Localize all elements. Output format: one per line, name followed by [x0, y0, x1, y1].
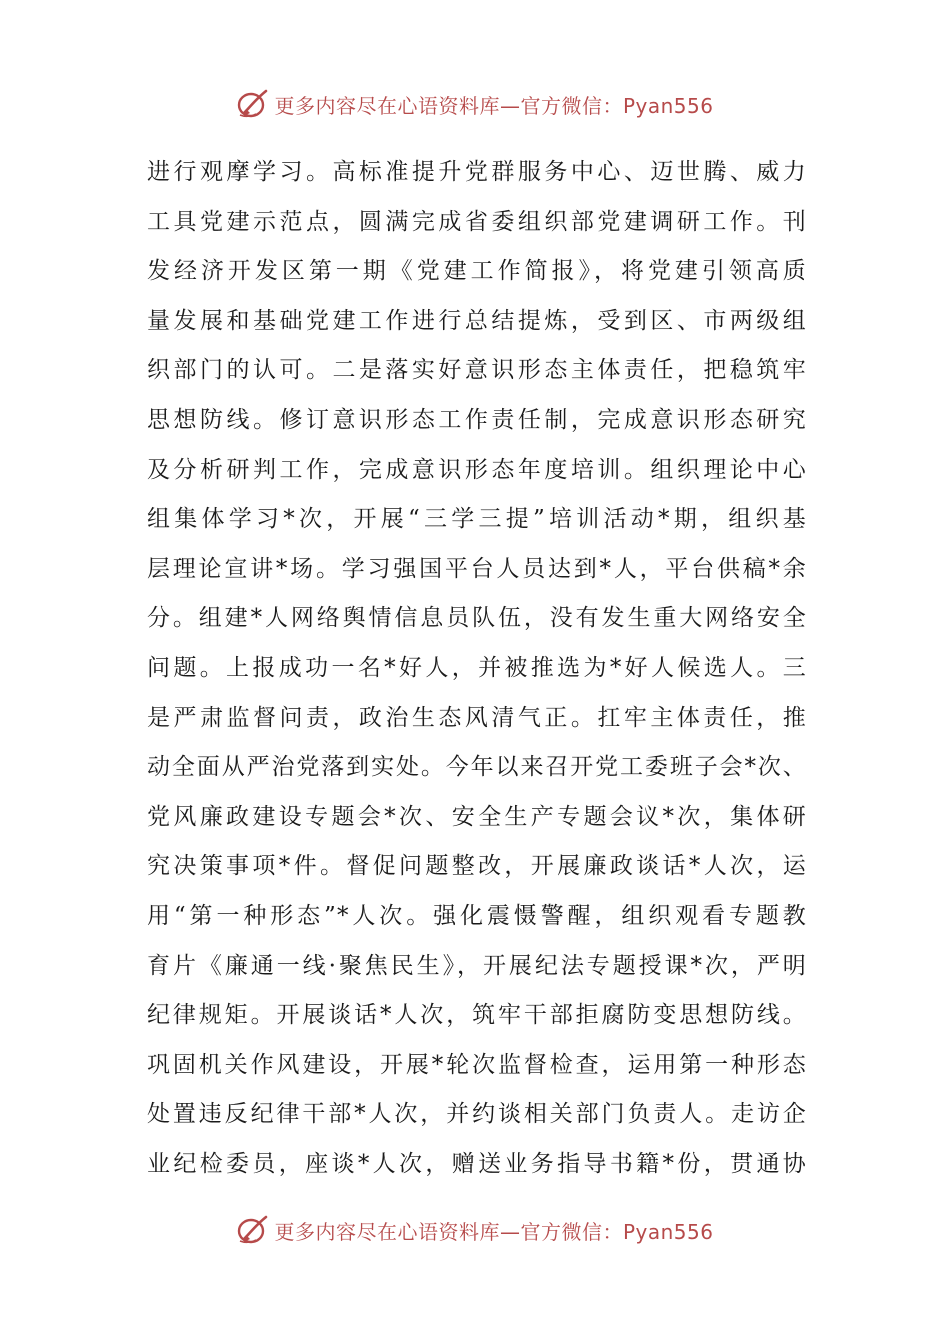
- body-text-line: 工具党建示范点，圆满完成省委组织部党建调研工作。刊: [147, 208, 807, 235]
- body-text-line: 用“第一种形态”*人次。强化震慑警醒，组织观看专题教: [147, 902, 807, 929]
- body-text-line: 育片《廉通一线·聚焦民生》，开展纪法专题授课*次，严明: [147, 952, 807, 979]
- body-text-line: 纪律规矩。开展谈话*人次，筑牢干部拒腐防变思想防线。: [147, 1002, 807, 1029]
- body-text-line: 及分析研判工作，完成意识形态年度培训。组织理论中心: [147, 456, 807, 483]
- pen-nib-swirl-icon: [236, 1213, 270, 1247]
- body-text-line: 动全面从严治党落到实处。今年以来召开党工委班子会*次、: [147, 754, 807, 781]
- body-text-line: 问题。上报成功一名*好人，并被推选为*好人候选人。三: [147, 654, 807, 681]
- header-watermark-text: 更多内容尽在心语资料库—官方微信：Pyan556: [274, 93, 714, 118]
- body-text-line: 分。组建*人网络舆情信息员队伍，没有发生重大网络安全: [147, 605, 807, 632]
- body-text-line: 巩固机关作风建设，开展*轮次监督检查，运用第一种形态: [147, 1051, 807, 1078]
- body-text-line: 层理论宣讲*场。学习强国平台人员达到*人，平台供稿*余: [147, 555, 807, 582]
- body-text-line: 量发展和基础党建工作进行总结提炼，受到区、市两级组: [147, 307, 807, 334]
- footer-watermark-text: 更多内容尽在心语资料库—官方微信：Pyan556: [274, 1219, 714, 1244]
- body-text-line: 党风廉政建设专题会*次、安全生产专题会议*次，集体研: [147, 803, 807, 830]
- body-text-line: 业纪检委员，座谈*人次，赠送业务指导书籍*份，贯通协: [147, 1150, 807, 1177]
- body-text-line: 思想防线。修订意识形态工作责任制，完成意识形态研究: [147, 406, 807, 433]
- body-text-line: 发经济开发区第一期《党建工作简报》，将党建引领高质: [147, 258, 807, 285]
- body-text-line: 是严肃监督问责，政治生态风清气正。扛牢主体责任，推: [147, 704, 807, 731]
- pen-nib-swirl-icon: [236, 87, 270, 121]
- body-text-line: 组集体学习*次，开展“三学三提”培训活动*期，组织基: [147, 506, 807, 533]
- header-watermark: [0, 84, 950, 124]
- body-text-line: 究决策事项*件。督促问题整改，开展廉政谈话*人次，运: [147, 853, 807, 880]
- body-text-line: 织部门的认可。二是落实好意识形态主体责任，把稳筑牢: [147, 357, 807, 384]
- body-text-line: 进行观摩学习。高标准提升党群服务中心、迈世腾、威力: [147, 159, 807, 185]
- footer-watermark: [0, 1210, 950, 1250]
- document-body: [147, 148, 807, 1189]
- body-text-line: 处置违反纪律干部*人次，并约谈相关部门负责人。走访企: [147, 1101, 807, 1128]
